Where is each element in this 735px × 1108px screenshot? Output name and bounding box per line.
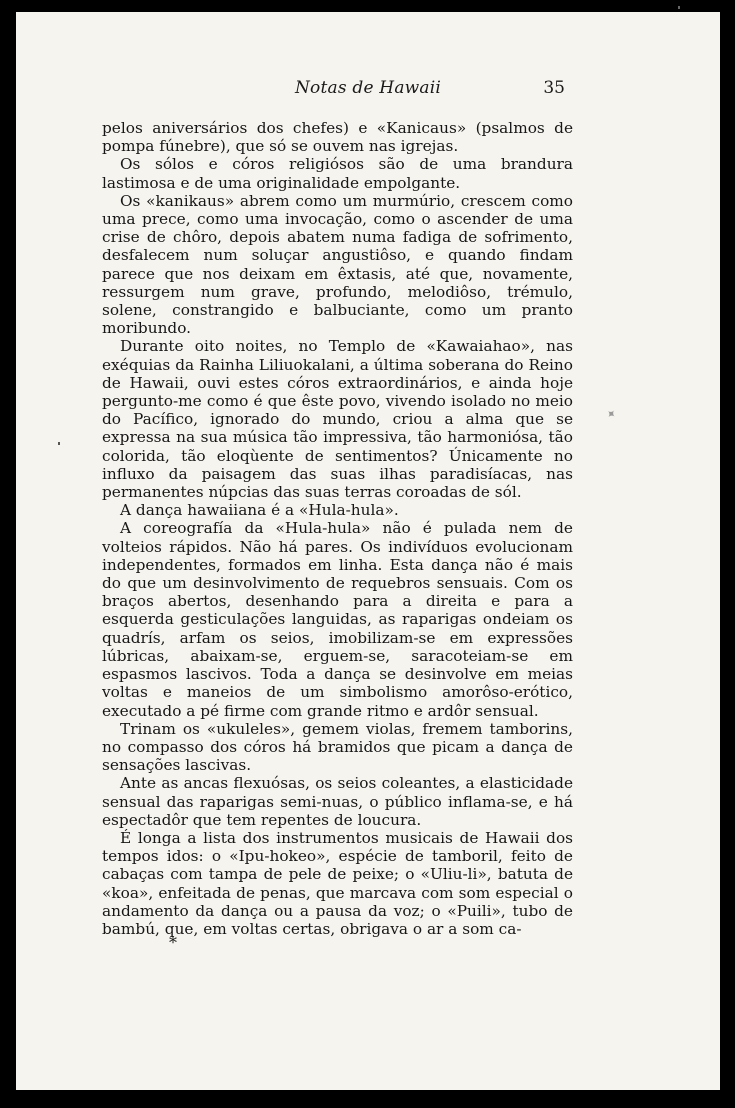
scan-speck — [678, 6, 680, 9]
page-number: 35 — [543, 78, 565, 98]
paragraph: Os sólos e córos religiósos são de uma brandura lastimosa e de uma originalidade empolgante. — [102, 155, 573, 192]
paragraph: Durante oito noites, no Templo de «Kawaiahao», nas exéquias da Rainha Liliuokalani, a última soberana do Reino de Hawaii, ouvi estes córos extraordinários, e ainda hoje pergunto-me como é que êste povo, vivendo isolado no meio do Pacífico, ignorado do mundo, criou a alma que se expressa na sua música tão impressiva, tão harmoniósa, tão colorida, tão eloqùente de sentimentos? Únicamente no influxo da paisagem das suas ilhas paradisíacas, nas permanentes núpcias das suas terras coroadas de sól. — [102, 337, 573, 502]
running-title: Notas de Hawaii — [294, 78, 442, 98]
paragraph: A dança hawaiiana é a «Hula-hula». — [120, 501, 399, 520]
paragraph: pelos aniversários dos chefes) e «Kanicaus» (psalmos de pompa fúnebre), que só se ouvem nas igrejas. — [102, 119, 573, 156]
page-header — [16, 78, 720, 100]
book-page — [16, 12, 720, 1090]
paragraph: Trinam os «ukuleles», gemem violas, fremem tamborins, no compasso dos córos há bramidos que picam a dança de sensações lascivas. — [102, 719, 573, 775]
scan-border-top — [0, 0, 735, 12]
paper-speck — [58, 442, 60, 445]
body-text — [102, 119, 573, 938]
paragraph: É longa a lista dos instrumentos musicais de Hawaii dos tempos idos: o «Ipu-hokeo», espécie de tamboril, feito de cabaças com tampa de pele de peixe; o «Uliu-li», batuta de «koa», enfeitada de penas, que marcava com som especial o andamento da dança ou a pausa da voz; o «Puili», tubo de bambú, que, em voltas certas, obrigava o ar a som ca- — [102, 828, 573, 938]
paragraph: Os «kanikaus» abrem como um murmúrio, crescem como uma prece, como uma invocação, como o ascender de uma crise de chôro, depois abatem numa fadiga de sofrimento, desfalecem num soluçar angustiôso, e quando findam parece que nos deixam em êxtasis, até que, novamente, ressurgem num grave, profundo, melodiôso, trémulo, solene, constrangido e balbuciante, como um pranto moribundo. — [102, 191, 573, 338]
footnote-asterisk: * — [169, 933, 177, 952]
paragraph: A coreografía da «Hula-hula» não é pulada nem de volteios rápidos. Não há pares. Os indivíduos evolucionam independentes, formados em linha. Esta dança não é mais do que um desinvolvimento de requebros sensuais. Com os braços abertos, desenhando para a direita e para a esquerda gesticulações languidas, as raparigas ondeiam os quadrís, arfam os seios, imobilizam-se em expressões lúbricas, abaixam-se, erguem-se, saracoteiam-se em espasmos lascivos. Toda a dança se desinvolve em meias voltas e maneios de um simbolismo amorôso-erótico, executado a pé firme com grande ritmo e ardôr sensual. — [102, 519, 573, 720]
paragraph: Ante as ancas flexuósas, os seios coleantes, a elasticidade sensual das raparigas semi-nuas, o público inflama-se, e há espectadôr que tem repentes de loucura. — [102, 774, 573, 829]
paper-blemish-icon: ✦ — [602, 405, 620, 423]
